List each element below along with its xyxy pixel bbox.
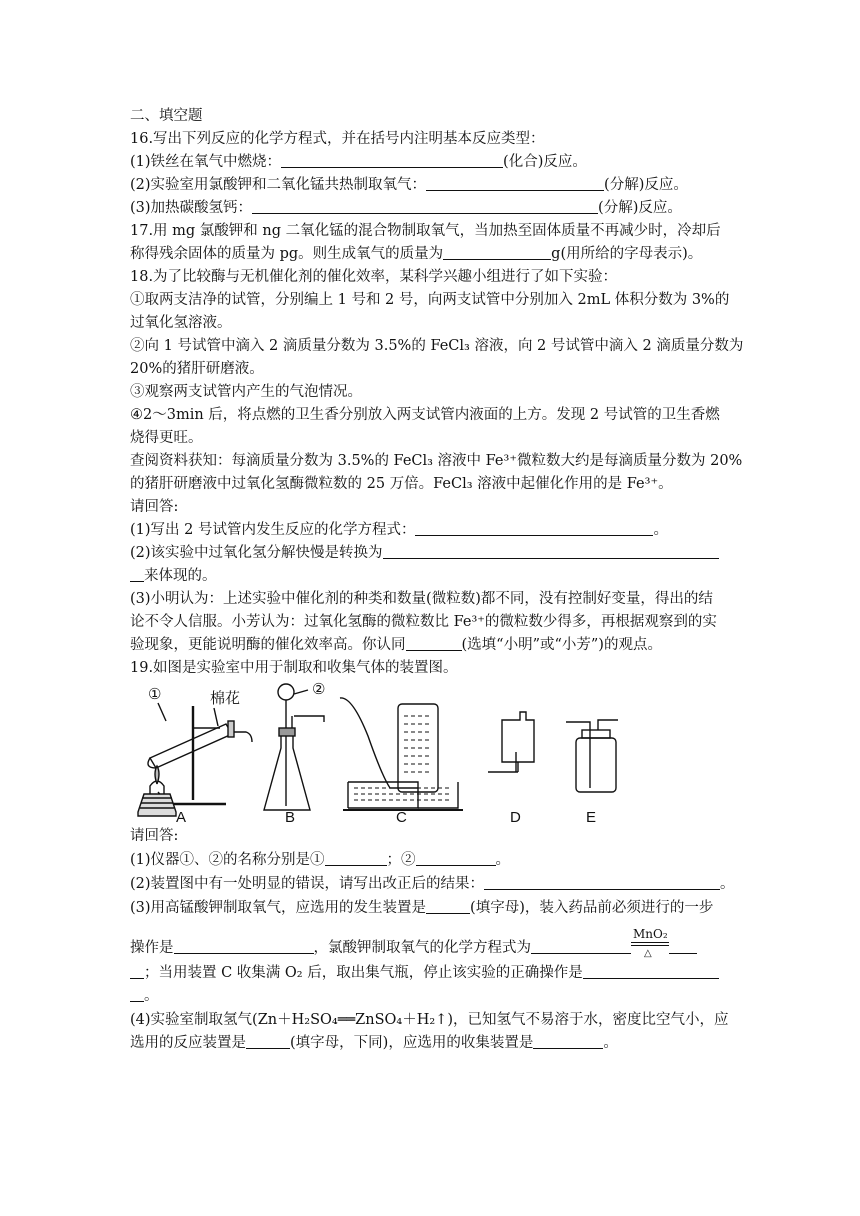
apparatus-c <box>340 698 463 826</box>
label-a: A <box>176 809 187 826</box>
q19-part4-line1: (4)实验室制取氢气(Zn＋H₂SO₄══ZnSO₄＋H₂↑)，已知氢气不易溶于水，密度比空气小，应 <box>130 1012 729 1028</box>
q19-part3-line1: (3)用高锰酸钾制取氧气，应选用的发生装置是 (填字母)，装入药品前必须进行的一步 <box>130 900 714 916</box>
inverted-bottle <box>502 712 534 762</box>
answer-blank[interactable] <box>531 939 631 954</box>
answer-blank[interactable] <box>130 964 144 979</box>
answer-blank[interactable] <box>484 875 720 890</box>
apparatus-diagram <box>128 676 628 826</box>
label-b: B <box>285 809 296 826</box>
q19-part3-line3: ；当用装置 C 收集满 O₂ 后，取出集气瓶，停止该实验的正确操作是 <box>130 963 719 983</box>
mark-2: ② <box>312 681 326 698</box>
q16-part1: (1)铁丝在氧气中燃烧： (化合)反应。 <box>130 154 587 170</box>
funnel-bulb <box>278 684 294 700</box>
q18-line4: ②向 1 号试管中滴入 2 滴质量分数为 3.5%的 FeCl₃ 溶液，向 2 号试管中滴入 2 滴质量分数为 <box>130 338 744 354</box>
q19-part4-line2: 选用的反应装置是 (填字母，下同)，应选用的收集装置是 。 <box>130 1035 618 1051</box>
q18-line1: 18.为了比较酶与无机催化剂的催化效率，某科学兴趣小组进行了如下实验： <box>130 269 618 285</box>
answer-blank[interactable] <box>415 521 653 536</box>
q18-line16: 论不令人信服。小芳认为：过氧化氢酶的微粒数比 Fe³⁺的微粒数少得多，再根据观察到的实 <box>130 614 717 630</box>
q18-answer2: (2)该实验中过氧化氢分解快慢是转换为 <box>130 543 719 563</box>
q18-line7: ④2～3min 后，将点燃的卫生香分别放入两支试管内液面的上方。发现 2 号试管的卫生香燃 <box>130 407 720 423</box>
alcohol-lamp <box>138 794 176 816</box>
answer-blank[interactable] <box>174 939 314 954</box>
upright-bottle <box>576 738 616 792</box>
label-e: E <box>586 809 597 826</box>
q18-line5: 20%的猪肝研磨液。 <box>130 361 264 377</box>
answer-blank[interactable] <box>130 987 144 1002</box>
q18-line17: 验现象，更能说明酶的催化效率高。你认同 (选填“小明”或“小芳”)的观点。 <box>130 637 662 653</box>
mark-1: ① <box>148 686 162 703</box>
q19-part3-line2: 操作是 ，氯酸钾制取氧气的化学方程式为 $\frac{\text{MnO₂}}{\triangle}$ <box>130 930 697 960</box>
answer-blank[interactable] <box>583 964 719 979</box>
label-d: D <box>510 809 521 826</box>
q17-line1: 17.用 mg 氯酸钾和 ng 二氧化锰的混合物制取氧气，当加热至固体质量不再减少时，冷却后 <box>130 223 721 239</box>
answer-blank[interactable] <box>669 939 697 954</box>
stopper <box>279 728 295 736</box>
q18-line8: 烧得更旺。 <box>130 430 203 446</box>
section-title: 二、填空题 <box>130 108 203 124</box>
q19-stem: 19.如图是实验室中用于制取和收集气体的装置图。 <box>130 660 458 676</box>
water-trough <box>348 782 418 808</box>
cotton-label: 棉花 <box>210 690 241 707</box>
answer-blank[interactable] <box>533 1034 603 1049</box>
q18-line10: 的猪肝研磨液中过氧化氢酶微粒数的 25 万倍。FeCl₃ 溶液中起催化作用的是 Fe³⁺。 <box>130 476 673 492</box>
apparatus-b <box>264 681 325 826</box>
q16-stem: 16.写出下列反应的化学方程式，并在括号内注明基本反应类型： <box>130 131 545 147</box>
answer-blank[interactable] <box>246 1034 290 1049</box>
answer-blank[interactable] <box>426 176 604 191</box>
q18-line15: (3)小明认为：上述实验中催化剂的种类和数量(微粒数)都不同，没有控制好变量，得出的结 <box>130 591 713 607</box>
answer-blank[interactable] <box>426 899 470 914</box>
answer-blank[interactable] <box>130 567 144 582</box>
reaction-condition: $\frac{\text{MnO₂}}{\triangle}$ <box>633 927 668 959</box>
answer-blank[interactable] <box>416 851 496 866</box>
q17-line2: 称得残余固体的质量为 pg。则生成氧气的质量为 g(用所给的字母表示)。 <box>130 246 703 262</box>
q19-part1: (1)仪器①、②的名称分别是① ；② 。 <box>130 852 511 868</box>
answer-blank[interactable] <box>281 153 503 168</box>
label-c: C <box>396 809 407 826</box>
answer-blank[interactable] <box>252 199 598 214</box>
q16-part2: (2)实验室用氯酸钾和二氧化锰共热制取氧气： (分解)反应。 <box>130 177 688 193</box>
q19-part3-line4: 。 <box>130 986 159 1006</box>
q18-line3: 过氧化氢溶液。 <box>130 315 232 331</box>
answer-blank[interactable] <box>406 636 462 651</box>
answer-blank[interactable] <box>383 544 719 559</box>
test-tube <box>150 724 232 768</box>
q18-line9: 查阅资料获知：每滴质量分数为 3.5%的 FeCl₃ 溶液中 Fe³⁺微粒数大约是每滴质量分数为 20% <box>130 453 743 469</box>
apparatus-figure <box>128 676 628 826</box>
apparatus-d <box>488 712 534 826</box>
apparatus-e <box>566 720 618 826</box>
q16-part3: (3)加热碳酸氢钙： (分解)反应。 <box>130 200 682 216</box>
q18-line2: ①取两支洁净的试管，分别编上 1 号和 2 号，向两支试管中分别加入 2mL 体积分数为 3%的 <box>130 292 730 308</box>
q19-part2: (2)装置图中有一处明显的错误，请写出改正后的结果： 。 <box>130 876 735 892</box>
q18-line11: 请回答: <box>130 499 179 515</box>
apparatus-a <box>138 686 252 826</box>
q18-answer1: (1)写出 2 号试管内发生反应的化学方程式： 。 <box>130 522 668 538</box>
q18-line6: ③观察两支试管内产生的气泡情况。 <box>130 384 362 400</box>
q18-answer2-end: 来体现的。 <box>130 566 217 586</box>
delivery-tube <box>340 698 418 788</box>
q19-ask: 请回答: <box>130 828 179 844</box>
conical-flask <box>264 736 310 810</box>
answer-blank[interactable] <box>443 245 551 260</box>
answer-blank[interactable] <box>325 851 387 866</box>
